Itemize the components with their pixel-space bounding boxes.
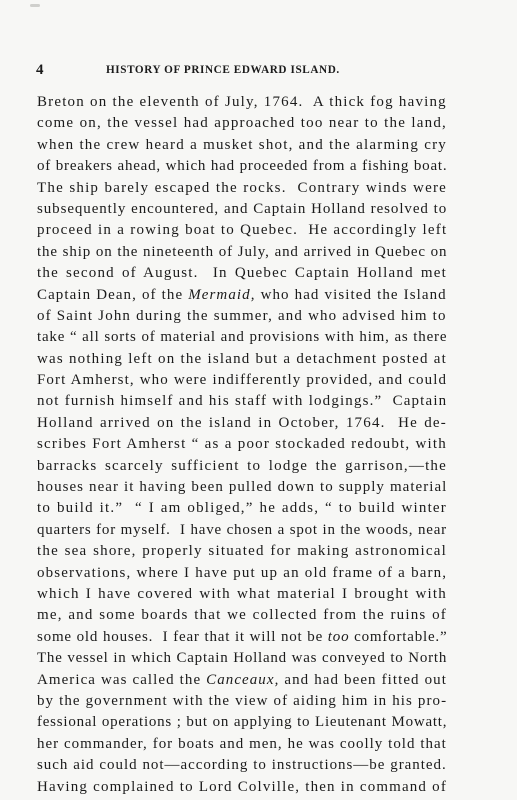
text-segment: proceed in a rowing boat to Quebec. He accordingly left (37, 222, 448, 239)
page-smudge (30, 4, 40, 7)
text-segment: come on, the vessel had approached too near to the land, (37, 115, 447, 132)
text-segment: the sea shore, properly situated for making astronomical (37, 543, 447, 560)
text-line (37, 242, 446, 263)
text-line (37, 92, 446, 113)
text-line (37, 113, 447, 134)
text-line (37, 563, 446, 584)
italic-text: too (327, 628, 350, 645)
text-segment: was nothing left on the island but a detachment posted at (37, 350, 447, 367)
text-segment: Captain Dean, of the (37, 286, 189, 303)
text-segment: to build it.” “ I am obliged,” he adds, “ to build winter (37, 500, 447, 517)
text-segment: The ship barely escaped the rocks. Contrary winds were (37, 179, 447, 196)
text-segment: Holland arrived on the island in October, 1764. He de- (37, 414, 447, 431)
text-line (37, 349, 446, 370)
text-segment: who had visited the Island (255, 286, 447, 303)
text-segment: the second of August. In Quebec Captain Holland met (37, 265, 447, 282)
text-line (37, 691, 446, 712)
text-segment: observations, where I have put up an old frame of a barn, (37, 564, 448, 581)
text-line (37, 605, 447, 626)
text-line (37, 712, 446, 733)
text-line (37, 135, 447, 156)
text-line (37, 734, 446, 755)
text-segment: barracks scarcely sufficient to lodge the garrison,—the (37, 457, 447, 474)
text-line (37, 627, 447, 648)
text-segment: such aid could not—according to instructions—be granted. (37, 757, 447, 774)
text-segment: Fort Amherst, who were indifferently provided, and could (37, 372, 448, 389)
text-line (37, 477, 446, 498)
italic-text: Mermaid, (188, 286, 256, 303)
page-header (36, 62, 446, 78)
text-segment: her commander, for boats and men, he was coolly told that (37, 735, 447, 752)
text-line (37, 156, 447, 177)
text-segment: which I have covered with what material I brought with (37, 585, 447, 602)
text-line (37, 755, 446, 776)
text-segment: of breakers ahead, which had proceeded from a fishing boat. (37, 158, 448, 175)
text-segment: and had been fitted out (279, 671, 447, 688)
text-line (37, 391, 446, 412)
text-line (37, 670, 446, 691)
text-segment: America was called the (37, 671, 207, 688)
text-line (37, 178, 447, 199)
text-segment: Breton on the eleventh of July, 1764. A thick fog having (37, 94, 447, 110)
text-segment: houses near it having been pulled down to supply material (37, 479, 448, 496)
text-line (37, 199, 446, 220)
text-line (37, 777, 446, 798)
text-segment: comfortable.” (349, 628, 448, 645)
text-line (37, 520, 446, 541)
text-line (37, 434, 447, 455)
text-segment: me, and some boards that we collected from the ruins of (37, 607, 447, 624)
text-segment: the ship on the nineteenth of July, and arrived in Quebec on (37, 243, 448, 260)
running-head: HISTORY OF PRINCE EDWARD ISLAND. (106, 64, 340, 76)
text-line (37, 584, 447, 605)
text-segment: when the crew heard a musket shot, and the alarming cry (37, 136, 447, 153)
text-line (37, 285, 446, 306)
text-segment: not furnish himself and his staff with lodgings.” Captain (37, 393, 448, 410)
text-segment: fessional operations ; but on applying to Lieutenant Mowatt, (37, 714, 448, 731)
body-text (37, 92, 447, 798)
text-segment: scribes Fort Amherst “ as a poor stockaded redoubt, with (37, 436, 447, 453)
text-segment: quarters for myself. I have chosen a spot in the woods, near (37, 521, 447, 538)
text-segment: some old houses. I fear that it will not be (37, 628, 328, 645)
text-line (37, 413, 447, 434)
text-line (37, 220, 447, 241)
text-line (37, 648, 446, 669)
text-segment: of Saint John during the summer, and who advised him to (37, 307, 447, 324)
text-line (37, 306, 445, 327)
italic-text: Canceaux, (206, 671, 280, 688)
text-line (37, 370, 446, 391)
text-segment: take “ all sorts of material and provisions with him, as there (37, 329, 448, 346)
text-line (37, 456, 447, 477)
text-line (37, 327, 446, 348)
text-segment: subsequently encountered, and Captain Holland resolved to (37, 200, 448, 217)
text-line (37, 498, 447, 519)
text-segment: The vessel in which Captain Holland was conveyed to North (37, 650, 448, 667)
text-segment: by the government with the view of aiding him in his pro- (37, 692, 448, 709)
text-line (37, 541, 447, 562)
text-segment: Having complained to Lord Colville, then in command of (37, 778, 447, 795)
page-number: 4 (36, 62, 44, 78)
text-line (37, 263, 447, 284)
